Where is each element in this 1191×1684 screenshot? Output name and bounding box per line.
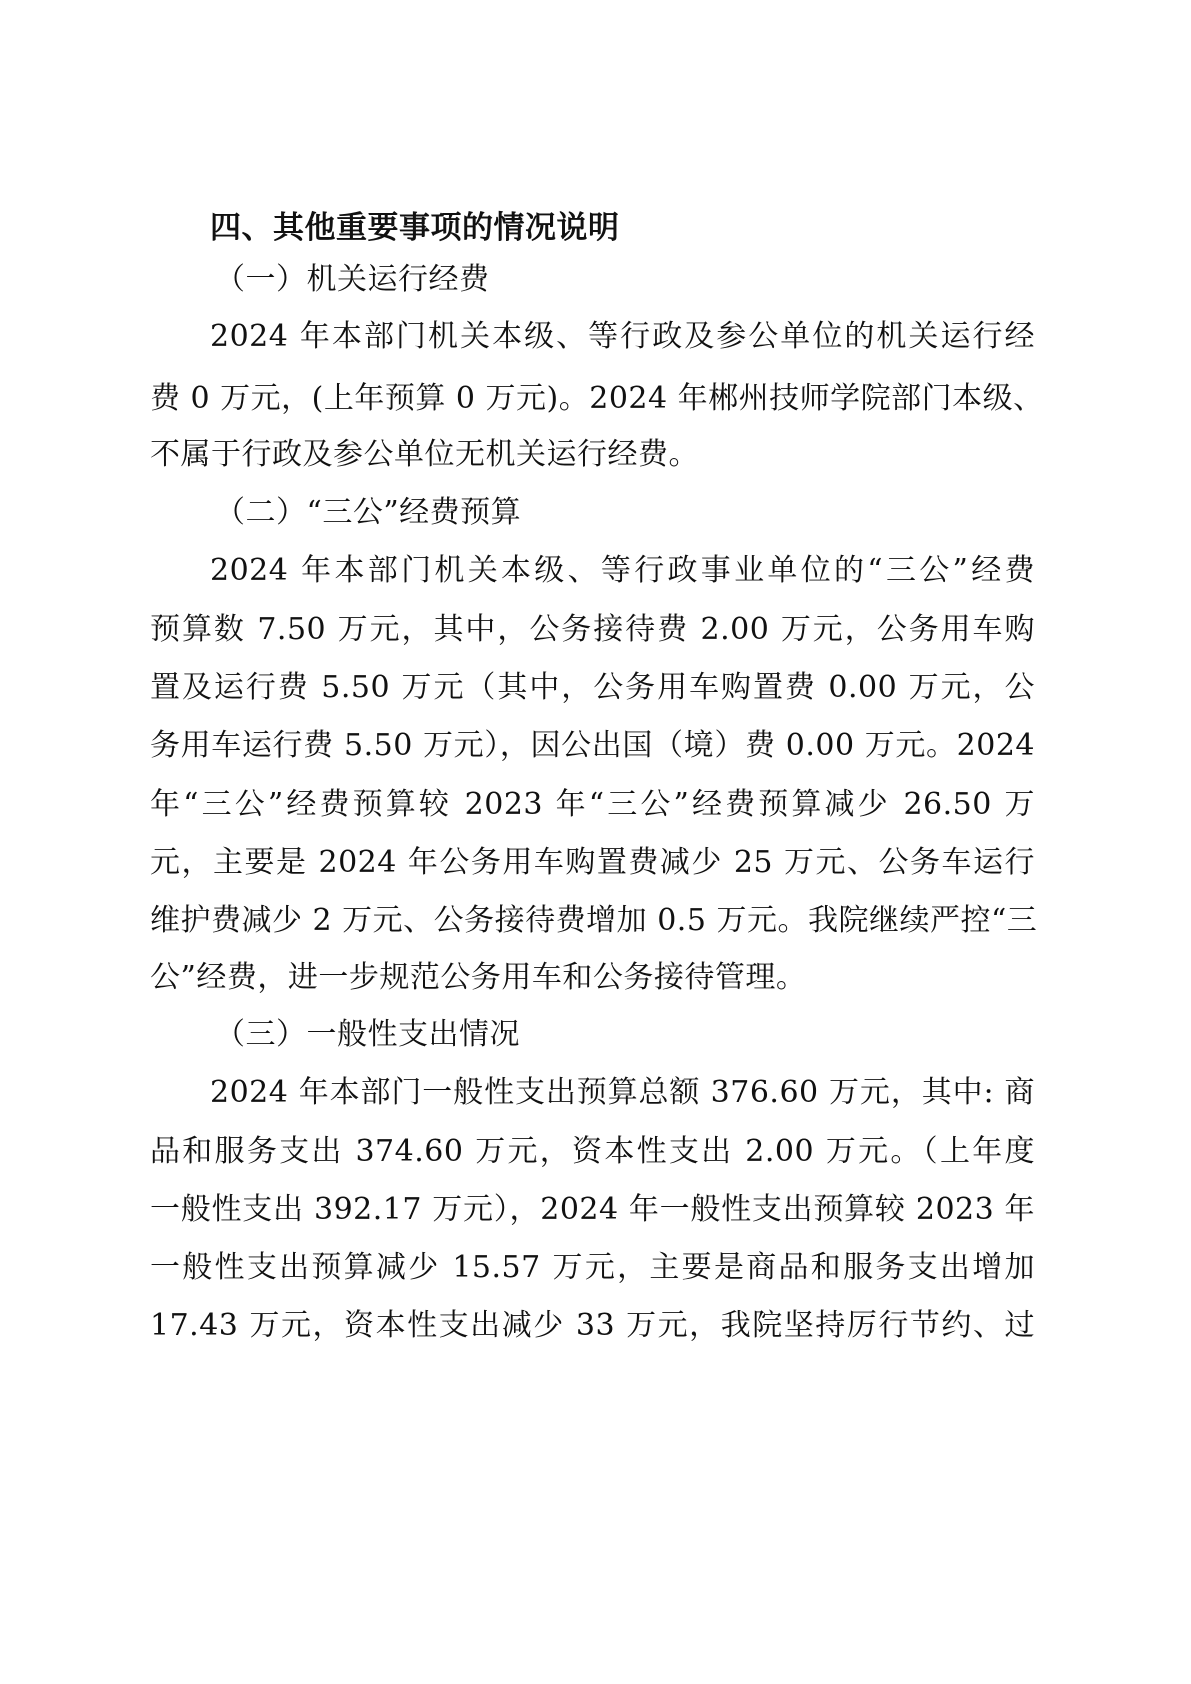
subheading-three-public-budget: （二）“三公”经费预算 [215, 495, 522, 530]
paragraph-line: 17.43 万元，资本性支出减少 33 万元，我院坚持厉行节约、过 [150, 1308, 1035, 1343]
paragraph-line: 元，主要是 2024 年公务用车购置费减少 25 万元、公务车运行 [150, 845, 1035, 880]
paragraph-line: 不属于行政及参公单位无机关运行经费。 [150, 437, 699, 472]
paragraph-line: 务用车运行费 5.50 万元），因公出国（境）费 0.00 万元。2024 [150, 728, 1035, 763]
subheading-general-expenditure: （三）一般性支出情况 [215, 1017, 520, 1052]
paragraph-line: 置及运行费 5.50 万元（其中，公务用车购置费 0.00 万元，公 [150, 670, 1035, 705]
paragraph-line: 年“三公”经费预算较 2023 年“三公”经费预算减少 26.50 万 [150, 787, 1035, 822]
paragraph-line: 一般性支出 392.17 万元），2024 年一般性支出预算较 2023 年 [150, 1192, 1035, 1227]
paragraph-line: 一般性支出预算减少 15.57 万元，主要是商品和服务支出增加 [150, 1250, 1035, 1285]
paragraph-line: 2024 年本部门机关本级、等行政事业单位的“三公”经费 [210, 553, 1035, 588]
paragraph-line: 公”经费，进一步规范公务用车和公务接待管理。 [150, 960, 807, 995]
paragraph-line: 预算数 7.50 万元，其中，公务接待费 2.00 万元，公务用车购 [150, 612, 1035, 647]
paragraph-line: 品和服务支出 374.60 万元，资本性支出 2.00 万元。（上年度 [150, 1134, 1035, 1169]
paragraph-line: 2024 年本部门机关本级、等行政及参公单位的机关运行经 [210, 319, 1035, 354]
section-heading: 四、其他重要事项的情况说明 [210, 210, 620, 246]
paragraph-line: 维护费减少 2 万元、公务接待费增加 0.5 万元。我院继续严控“三 [150, 903, 1038, 938]
paragraph-line: 2024 年本部门一般性支出预算总额 376.60 万元，其中: 商 [210, 1075, 1035, 1110]
paragraph-line: 费 0 万元，(上年预算 0 万元)。2024 年郴州技师学院部门本级、 [150, 381, 1044, 416]
subheading-admin-operating-costs: （一）机关运行经费 [215, 262, 490, 297]
